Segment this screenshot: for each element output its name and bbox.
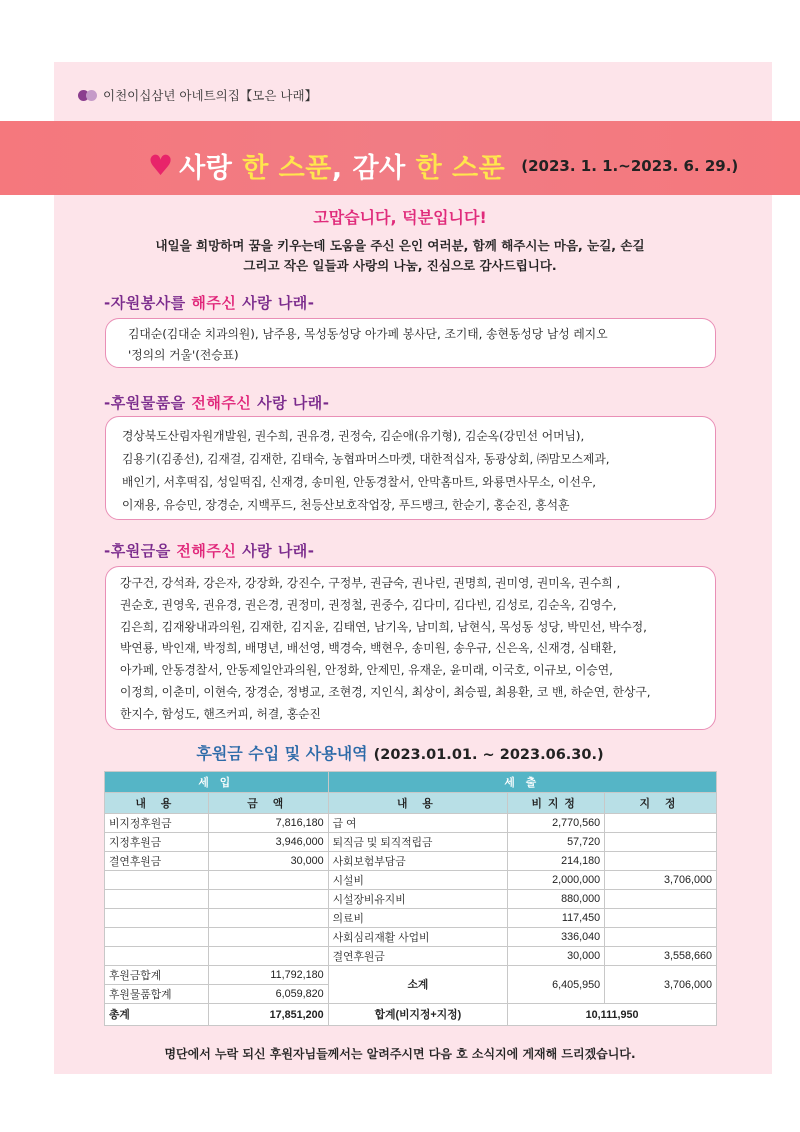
table-row: 시설비 2,000,000 3,706,000 bbox=[105, 871, 717, 890]
section-heading-volunteers: -자원봉사를 해주신 사랑 나래- bbox=[104, 294, 315, 312]
intro-text: 내일을 희망하며 꿈을 키우는데 도움을 주신 은인 여러분, 함께 해주시는 마음, 눈길, 손길 그리고 작은 일들과 사랑의 나눔, 진심으로 감사드립니다. bbox=[155, 238, 645, 273]
grand-total-label: 총계 bbox=[105, 1004, 209, 1026]
subtotal-label: 소계 bbox=[328, 966, 508, 1004]
banner-title: 사랑 한 스푼, 감사 한 스푼 bbox=[179, 153, 506, 184]
newsletter-pretitle bbox=[78, 86, 317, 104]
heart-icon: ♥ bbox=[148, 148, 174, 182]
expense-header: 세 출 bbox=[328, 772, 716, 793]
sum-label: 합계(비지정+지정) bbox=[328, 1004, 508, 1026]
table-column-header-row bbox=[105, 793, 717, 814]
thanks-heading: 고맙습니다, 덕분입니다! bbox=[313, 208, 487, 227]
banner-title-row bbox=[148, 146, 738, 185]
section-heading-money-donors: -후원금을 전해주신 사랑 나래- bbox=[104, 542, 315, 560]
bullet-dots-icon bbox=[78, 90, 97, 101]
volunteers-list-box: 김대순(김대순 치과의원), 남주용, 목성동성당 아가페 봉사단, 조기태, 송현동성당 남성 레지오 '정의의 거울'(전승표) bbox=[105, 318, 716, 368]
table-row: 비지정후원금 7,816,180 급 여 2,770,560 bbox=[105, 814, 717, 833]
table-row: 시설장비유지비 880,000 bbox=[105, 890, 717, 909]
col-designated: 지 정 bbox=[605, 793, 717, 814]
col-income-item: 내 용 bbox=[105, 793, 209, 814]
goods-donors-list-box: 경상북도산림자원개발원, 권수희, 권유경, 권정숙, 김순애(유기형), 김순옥(강민선 어머님), 김용기(김종선), 김재걸, 김재한, 김태숙, 농협파머스마켓, 대한적십자, 동광상회, ㈜맘모스제과, 배인기, 서후떡집, 성일떡집, 신재경, 송미원, 안동경찰서, 안막홈마트, 와룡면사무소, 이선우, 이재용, 유승민, 장경순, 지백푸드, 천등산보호작업장, 푸드뱅크, 한순기, 홍순진, 홍석훈 bbox=[105, 416, 716, 520]
finance-table bbox=[104, 771, 717, 1026]
banner-date: (2023. 1. 1.~2023. 6. 29.) bbox=[521, 156, 739, 175]
table-row-donation-total bbox=[105, 966, 717, 985]
table-row: 지정후원금 3,946,000 퇴직금 및 퇴직적립금 57,720 bbox=[105, 833, 717, 852]
table-row: 결연후원금 30,000 사회보험부담금 214,180 bbox=[105, 852, 717, 871]
goods-total-value: 6,059,820 bbox=[208, 985, 328, 1004]
col-income-amount: 금 액 bbox=[208, 793, 328, 814]
col-nondesignated: 비지정 bbox=[508, 793, 605, 814]
income-header: 세 입 bbox=[105, 772, 329, 793]
goods-total-label: 후원물품합계 bbox=[105, 985, 209, 1004]
pretitle-text: 이천이십삼년 아네트의집【모은 나래】 bbox=[103, 88, 318, 103]
table-group-header-row bbox=[105, 772, 717, 793]
table-row-grand-total bbox=[105, 1004, 717, 1026]
subtotal-designated: 3,706,000 bbox=[605, 966, 717, 1004]
table-row: 의료비 117,450 bbox=[105, 909, 717, 928]
section-heading-goods-donors: -후원물품을 전해주신 사랑 나래- bbox=[104, 394, 330, 412]
table-row: 사회심리재활 사업비 336,040 bbox=[105, 928, 717, 947]
footer-note: 명단에서 누락 되신 후원자님들께서는 알려주시면 다음 호 소식지에 게재해 드리겠습니다. bbox=[164, 1047, 636, 1061]
donation-total-label: 후원금합계 bbox=[105, 966, 209, 985]
col-expense-item: 내 용 bbox=[328, 793, 508, 814]
donation-total-value: 11,792,180 bbox=[208, 966, 328, 985]
table-row: 결연후원금 30,000 3,558,660 bbox=[105, 947, 717, 966]
subtotal-nondesignated: 6,405,950 bbox=[508, 966, 605, 1004]
money-donors-list-box: 강구건, 강석좌, 강은자, 강장화, 강진수, 구정부, 권금숙, 권나린, 권명희, 권미영, 권미옥, 권수희 , 권순호, 권영욱, 권유경, 권은경, 권정미, 권정철, 권중수, 김다미, 김다빈, 김성로, 김순옥, 김영수, 김은희, 김재왕내과의원, 김재한, 김지윤, 김태연, 남기옥, 남미희, 남현식, 목성동 성당, 박민선, 박수정, 박연룡, 박인재, 박정희, 배명년, 배선영, 백경숙, 백현우, 송미원, 송우규, 신은옥, 신재경, 심태환, 아가페, 안동경찰서, 안동제일안과의원, 안정화, 안제민, 유재운, 윤미래, 이국호, 이규보, 이승연, 이정희, 이춘미, 이현숙, 장경순, 정병교, 조현경, 지인식, 최상이, 최승필, 최용환, 코 밴, 하순연, 한상구, 한지수, 함성도, 핸즈커피, 허결, 홍순진 bbox=[105, 566, 716, 730]
sum-total-value: 10,111,950 bbox=[508, 1004, 717, 1026]
grand-total-value: 17,851,200 bbox=[208, 1004, 328, 1026]
finance-table-title: 후원금 수입 및 사용내역 (2023.01.01. ~ 2023.06.30.) bbox=[196, 744, 604, 763]
